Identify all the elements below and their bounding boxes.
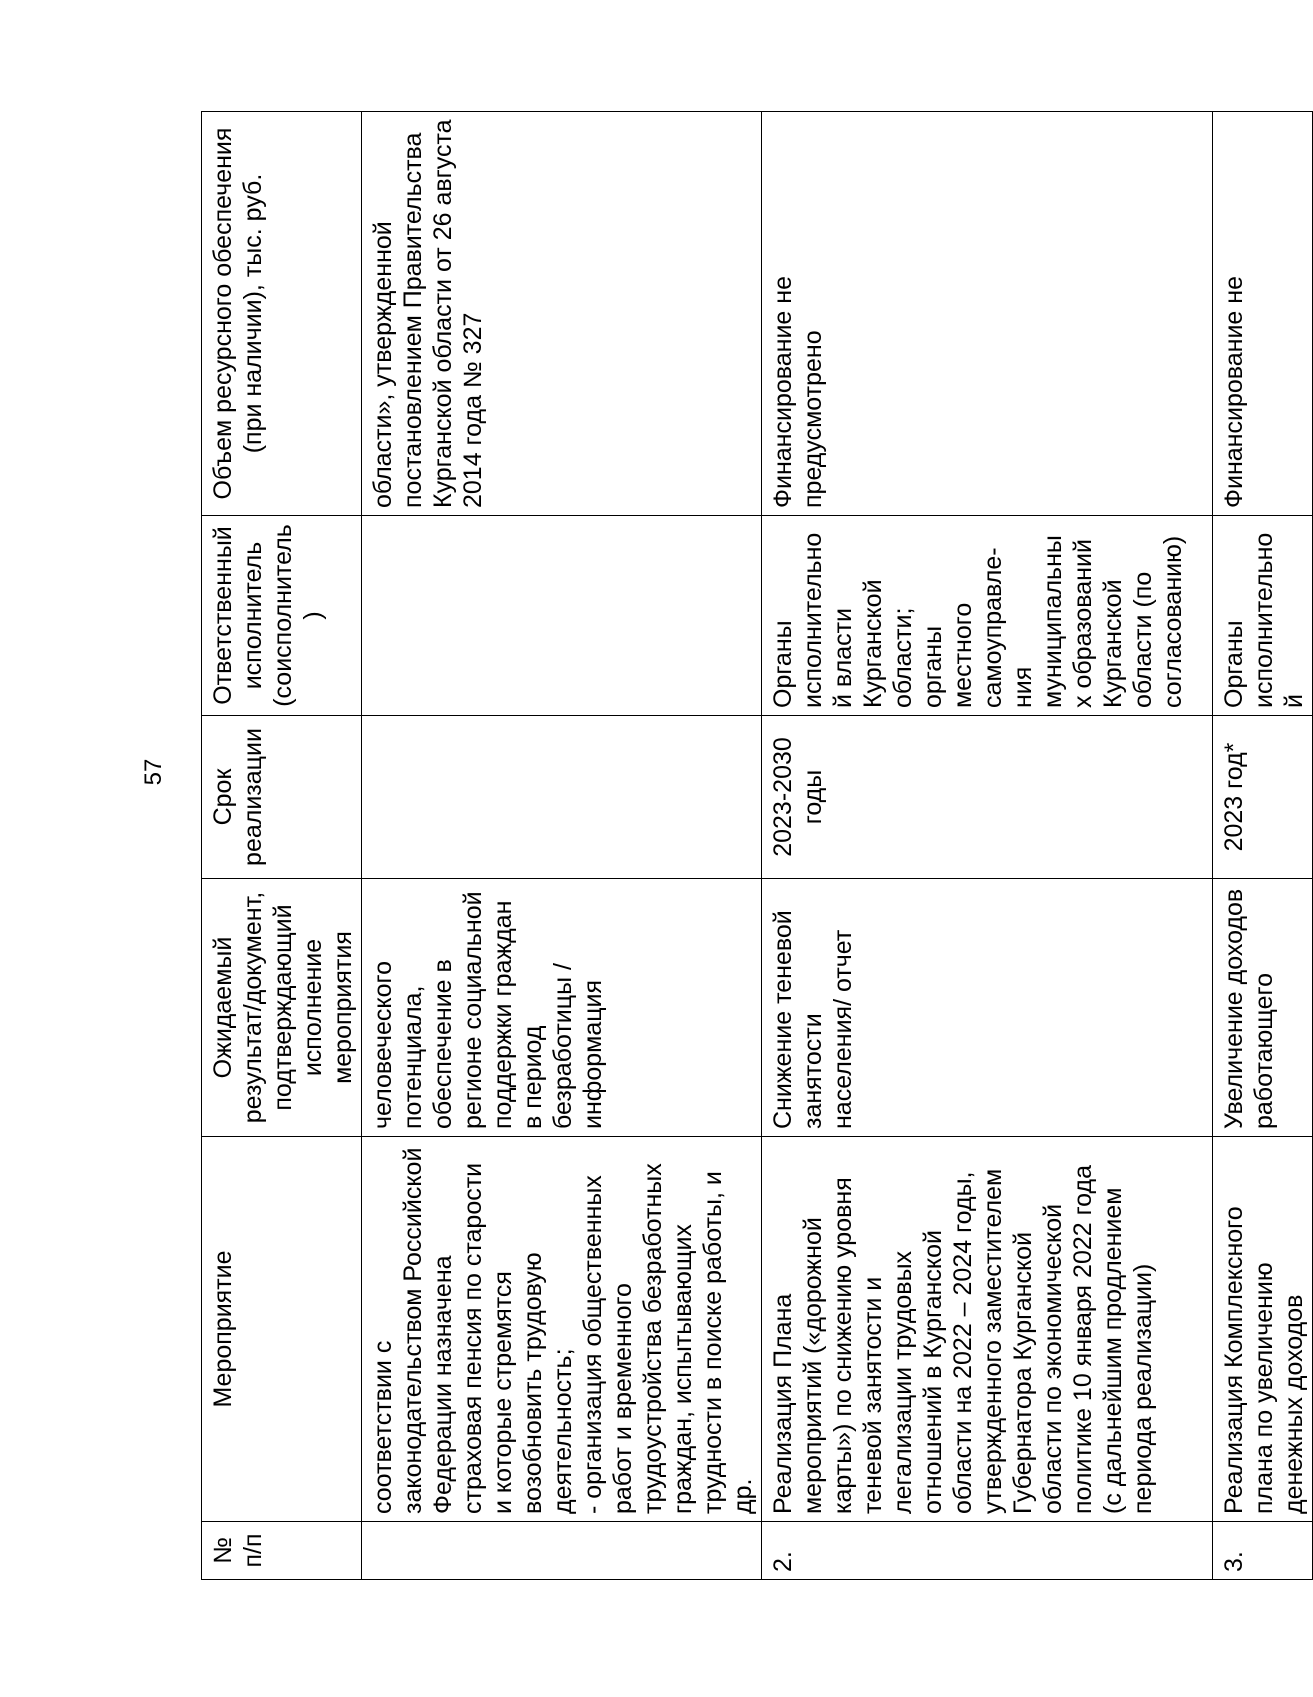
header-event: Мероприятие [202,1137,362,1522]
table-row [1213,112,1313,1580]
table-row [762,112,1213,1580]
header-executor: Ответственный исполнитель (соисполнитель) [202,516,362,716]
cell-num: 2. [762,1522,1213,1580]
cell-executor: Органы исполнительной [1213,516,1313,716]
measures-table [201,111,1313,1580]
cell-period: 2023 год* [1213,716,1313,879]
cell-event: Реализация Комплексного плана по увеличению денежных доходов [1213,1137,1313,1522]
cell-executor: Органы исполнительной власти Курганской области; органы местного самоуправле-ния муниципальных образований Курганской области (по согласованию) [762,516,1213,716]
cell-result: Снижение теневой занятости населения/ отчет [762,879,1213,1137]
cell-period [362,716,762,879]
cell-num [362,1522,762,1580]
cell-num: 3. [1213,1522,1313,1580]
cell-funding: Финансирование не предусмотрено [762,112,1213,516]
table-header-row [202,112,362,1580]
cell-funding: области», утвержденной постановлением Правительства Курганской области от 26 августа 2014 года № 327 [362,112,762,516]
cell-funding: Финансирование не [1213,112,1313,516]
cell-event: Реализация Плана мероприятий («дорожной карты») по снижению уровня теневой занятости и легализации трудовых отношений в Курганской области на 2022 – 2024 годы, утвержденного заместителем Губернатора Курганской области по экономической политике 10 января 2022 года (с дальнейшим продлением периода реализации) [762,1137,1213,1522]
header-num: № п/п [202,1522,362,1580]
rotated-table-wrapper [201,112,1308,1580]
cell-period: 2023-2030 годы [762,716,1213,879]
cell-event: соответствии с законодательством Российской Федерации назначена страховая пенсия по старости и которые стремятся возобновить трудовую деятельность; - организация общественных работ и временного трудоустройства безработных граждан, испытывающих трудности в поиске работы, и др. [362,1137,762,1522]
page-number: 57 [140,758,167,786]
header-funding: Объем ресурсного обеспечения (при наличии), тыс. руб. [202,112,362,516]
table-row [362,112,762,1580]
header-period: Срок реализации [202,716,362,879]
header-result: Ожидаемый результат/документ, подтверждающий исполнение мероприятия [202,879,362,1137]
cell-result: человеческого потенциала, обеспечение в регионе социальной поддержки граждан в период безработицы / информация [362,879,762,1137]
cell-result: Увеличение доходов работающего [1213,879,1313,1137]
cell-executor [362,516,762,716]
